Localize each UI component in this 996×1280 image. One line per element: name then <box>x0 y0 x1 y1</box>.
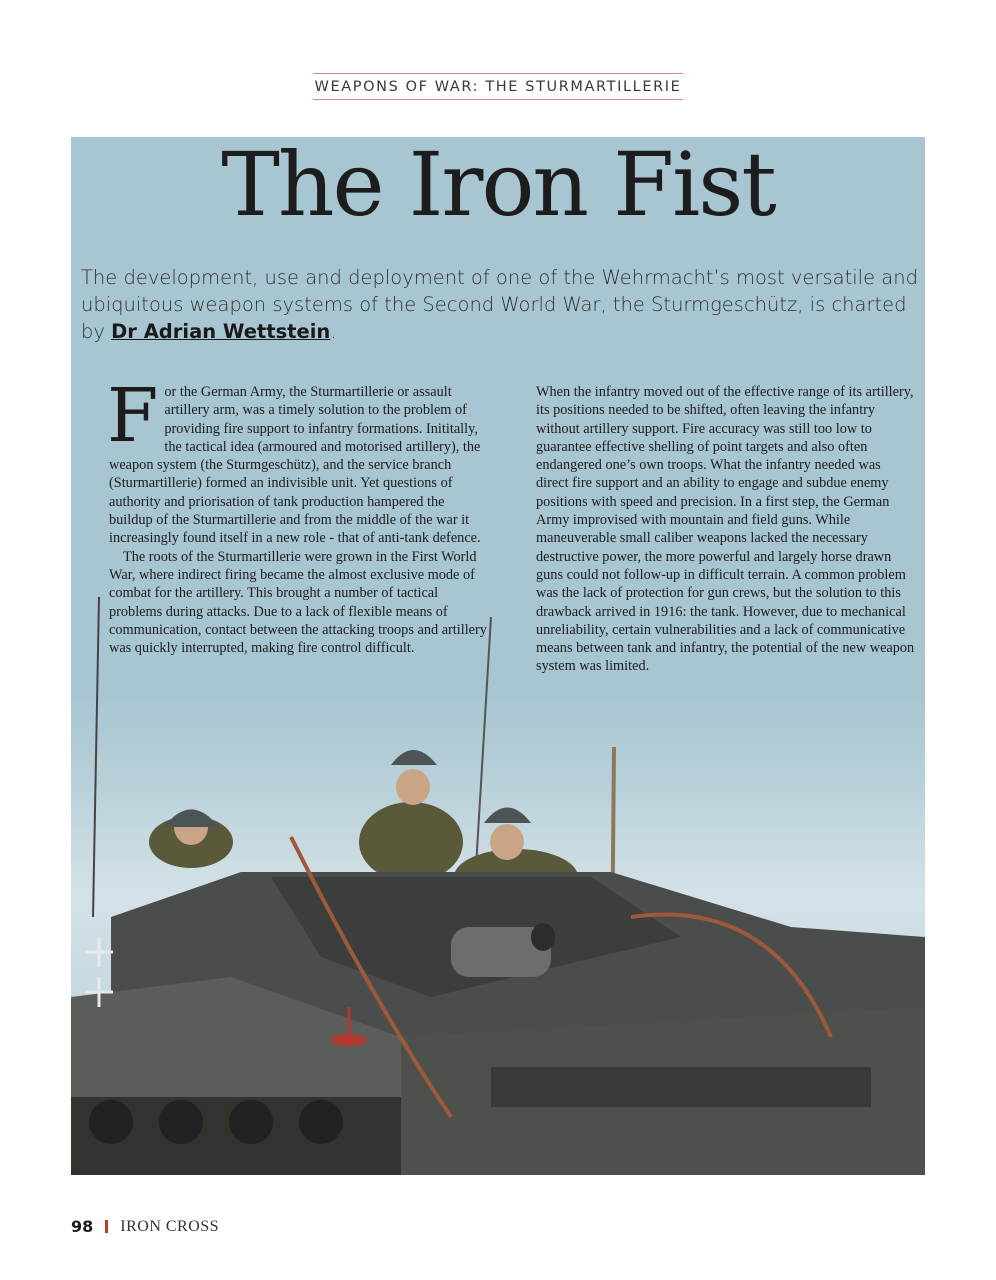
article-title: The Iron Fist <box>221 137 775 236</box>
paragraph <box>107 373 491 548</box>
page-footer <box>71 1217 219 1236</box>
publication-name: IRON CROSS <box>120 1217 220 1235</box>
paragraph: When the infantry moved out of the effective range of its artillery, its positions needed to be shifted, often leaving the infantry without artillery support. Fire accuracy was still too low to guarantee effective shelling of point targets and also often endangered one’s own troops. What the infantry needed was direct fire support and an ability to engage and subdue enemy positions with speed and precision. In a first step, the German Army improvised with mountain and field guns. While maneuverable small caliber weapons lacked the necessary destructive power, the more powerful and largely horse drawn guns could not follow-up in difficult terrain. A common problem was the lack of protection for gun crews, but the solution to this drawback arrived in 1916: the tank. However, due to mechanical unreliability, certain vulnerabilities and a lack of communicative means between tank and infantry, the potential of the new weapon system was limited. <box>536 384 915 675</box>
paragraph-text: or the German Army, the Sturmartillerie or assault artillery arm, was a timely solution to the problem of providing fire support to infantry formations. Inititally, the tactical idea (armoured and motorised artillery), the weapon system (the Sturmgeschütz), and the service branch (Sturmartillerie) formed an indivisible unit. Yet questions of authority and priorisation of tank production hampered the buildup of the Sturmartillerie and from the middle of the war it increasingly found itself in a new role - that of anti-tank defence. <box>109 384 481 547</box>
standfirst-text: The development, use and deployment of one of the Wehrmacht’s most versatile and ubiquitous weapon systems of the Second World War, the Sturmgeschütz, is charted by <box>81 266 918 343</box>
drop-cap: F <box>107 373 159 459</box>
standfirst-end: . <box>330 320 337 343</box>
header <box>0 73 996 100</box>
body-column-left <box>107 373 491 657</box>
page-number: 98 <box>71 1217 94 1236</box>
paragraph: The roots of the Sturmartillerie were grown in the First World War, where indirect firing became the almost exclusive mode of combat for the artillery. This brought a number of tactical problems during attacks. Due to a lack of flexible means of communication, contact between the attacking troops and artillery was quickly interrupted, making fire control difficult. <box>109 548 487 657</box>
footer-separator <box>105 1220 108 1233</box>
body-column-right <box>536 383 916 676</box>
section-kicker: WEAPONS OF WAR: THE STURMARTILLERIE <box>313 73 684 100</box>
feature-panel <box>71 137 925 1175</box>
author-byline: Dr Adrian Wettstein <box>111 320 331 343</box>
standfirst <box>81 264 921 345</box>
